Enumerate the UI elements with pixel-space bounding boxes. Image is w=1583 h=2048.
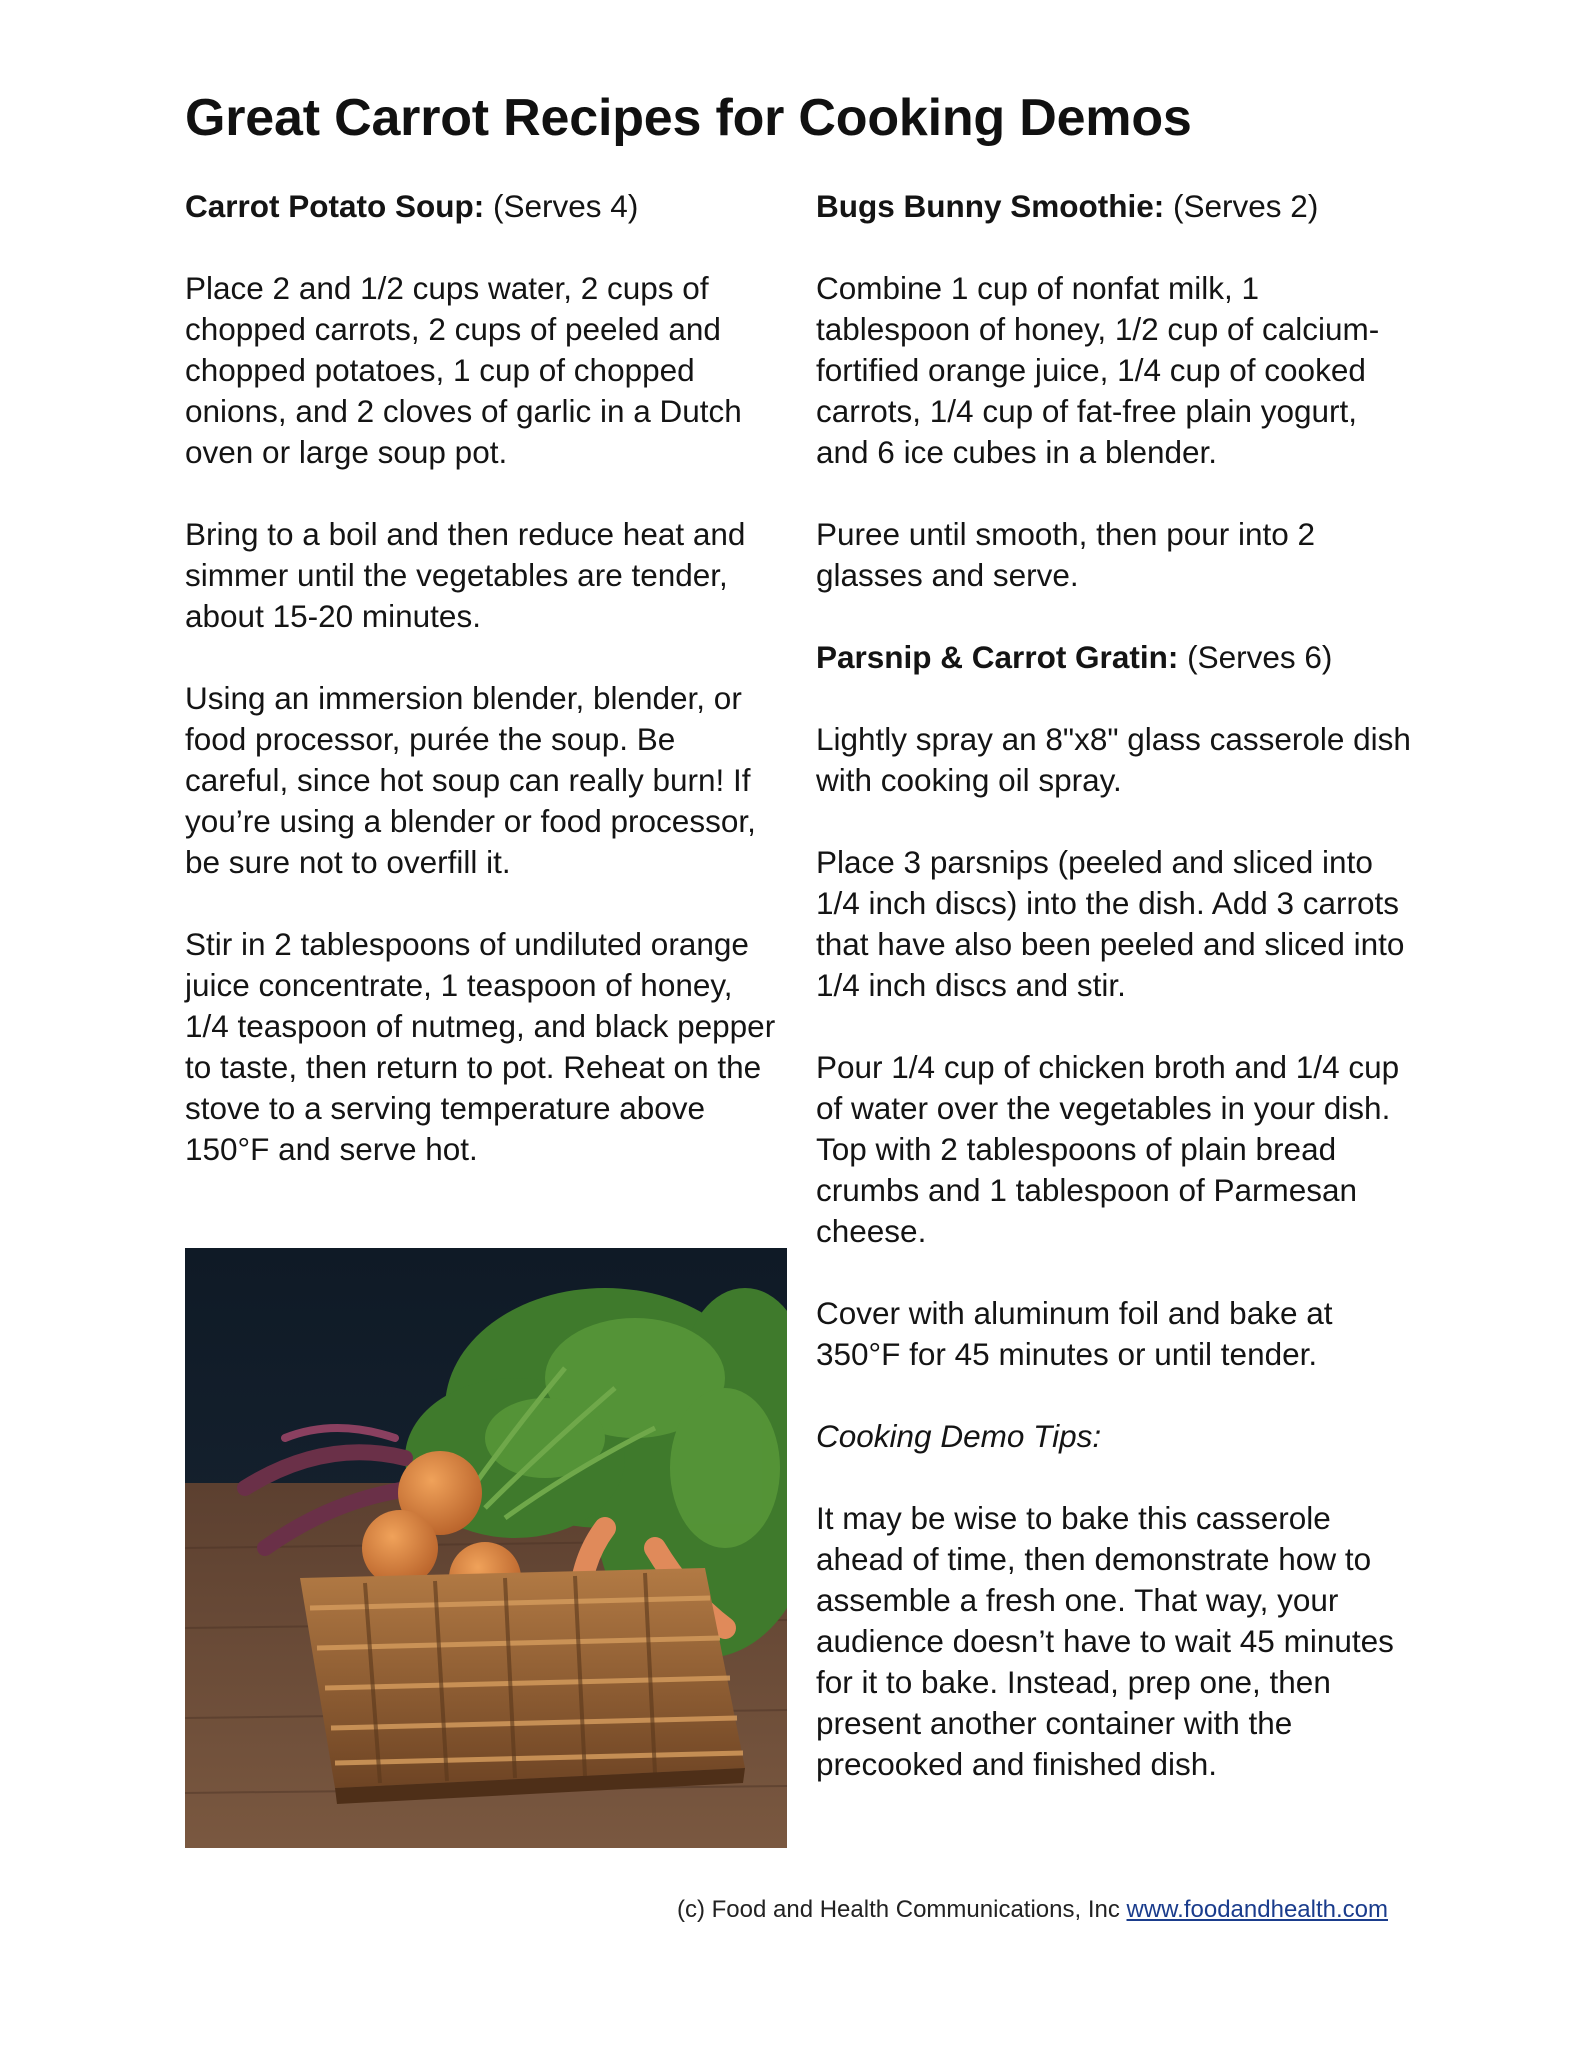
carrot-basket-photo [185,1248,787,1848]
right-column [816,186,1416,1826]
footer-copyright: (c) Food and Health Communications, Inc [676,1896,1127,1923]
smoothie-step-2: Puree until smooth, then pour into 2 glasses and serve. [816,516,1316,593]
footer [677,1896,1388,1924]
smoothie-serves: (Serves 2) [1173,188,1319,224]
soup-serves: (Serves 4) [493,188,639,224]
gratin-heading [816,637,1416,678]
gratin-serves: (Serves 6) [1187,639,1333,675]
gratin-step-4: Cover with aluminum foil and bake at 350°F for 45 minutes or until tender. [816,1295,1333,1372]
soup-step-4: Stir in 2 tablespoons of undiluted orange juice concentrate, 1 teaspoon of honey, 1/4 teaspoon of nutmeg, and black pepper to taste, then return to pot. Reheat on the stove to a serving temperature above 150°F and serve hot. [185,926,776,1167]
gratin-name: Parsnip & Carrot Gratin: [816,639,1179,675]
page-title: Great Carrot Recipes for Cooking Demos [185,89,1192,147]
soup-name: Carrot Potato Soup: [185,188,485,224]
smoothie-heading [816,186,1416,227]
tips-heading [816,1416,1416,1457]
soup-step-2: Bring to a boil and then reduce heat and simmer until the vegetables are tender, about 15-20 minutes. [185,516,746,634]
soup-step-3: Using an immersion blender, blender, or food processor, purée the soup. Be careful, since hot soup can really burn! If you’re using a blender or food processor, be sure not to overfill it. [185,680,756,880]
footer-link[interactable]: www.foodandhealth.com [1126,1896,1388,1923]
gratin-step-3: Pour 1/4 cup of chicken broth and 1/4 cup of water over the vegetables in your dish. Top with 2 tablespoons of plain bread crumbs and 1 tablespoon of Parmesan cheese. [816,1049,1400,1249]
gratin-step-2: Place 3 parsnips (peeled and sliced into 1/4 inch discs) into the dish. Add 3 carrots that have also been peeled and sliced into 1/4 inch discs and stir. [816,844,1405,1003]
tips-heading-text: Cooking Demo Tips: [816,1418,1102,1454]
smoothie-step-1: Combine 1 cup of nonfat milk, 1 tablespoon of honey, 1/2 cup of calcium-fortified orange juice, 1/4 cup of cooked carrots, 1/4 cup of fat-free plain yogurt, and 6 ice cubes in a blender. [816,270,1380,470]
soup-heading [185,186,785,227]
soup-step-1: Place 2 and 1/2 cups water, 2 cups of chopped carrots, 2 cups of peeled and chopped potatoes, 1 cup of chopped onions, and 2 cloves of garlic in a Dutch oven or large soup pot. [185,270,742,470]
left-column [185,186,785,1211]
smoothie-name: Bugs Bunny Smoothie: [816,188,1165,224]
gratin-step-1: Lightly spray an 8"x8" glass casserole dish with cooking oil spray. [816,721,1411,798]
tips-text: It may be wise to bake this casserole ahead of time, then demonstrate how to assemble a fresh one. That way, your audience doesn’t have to wait 45 minutes for it to bake. Instead, prep one, then present another container with the precooked and finished dish. [816,1500,1394,1782]
